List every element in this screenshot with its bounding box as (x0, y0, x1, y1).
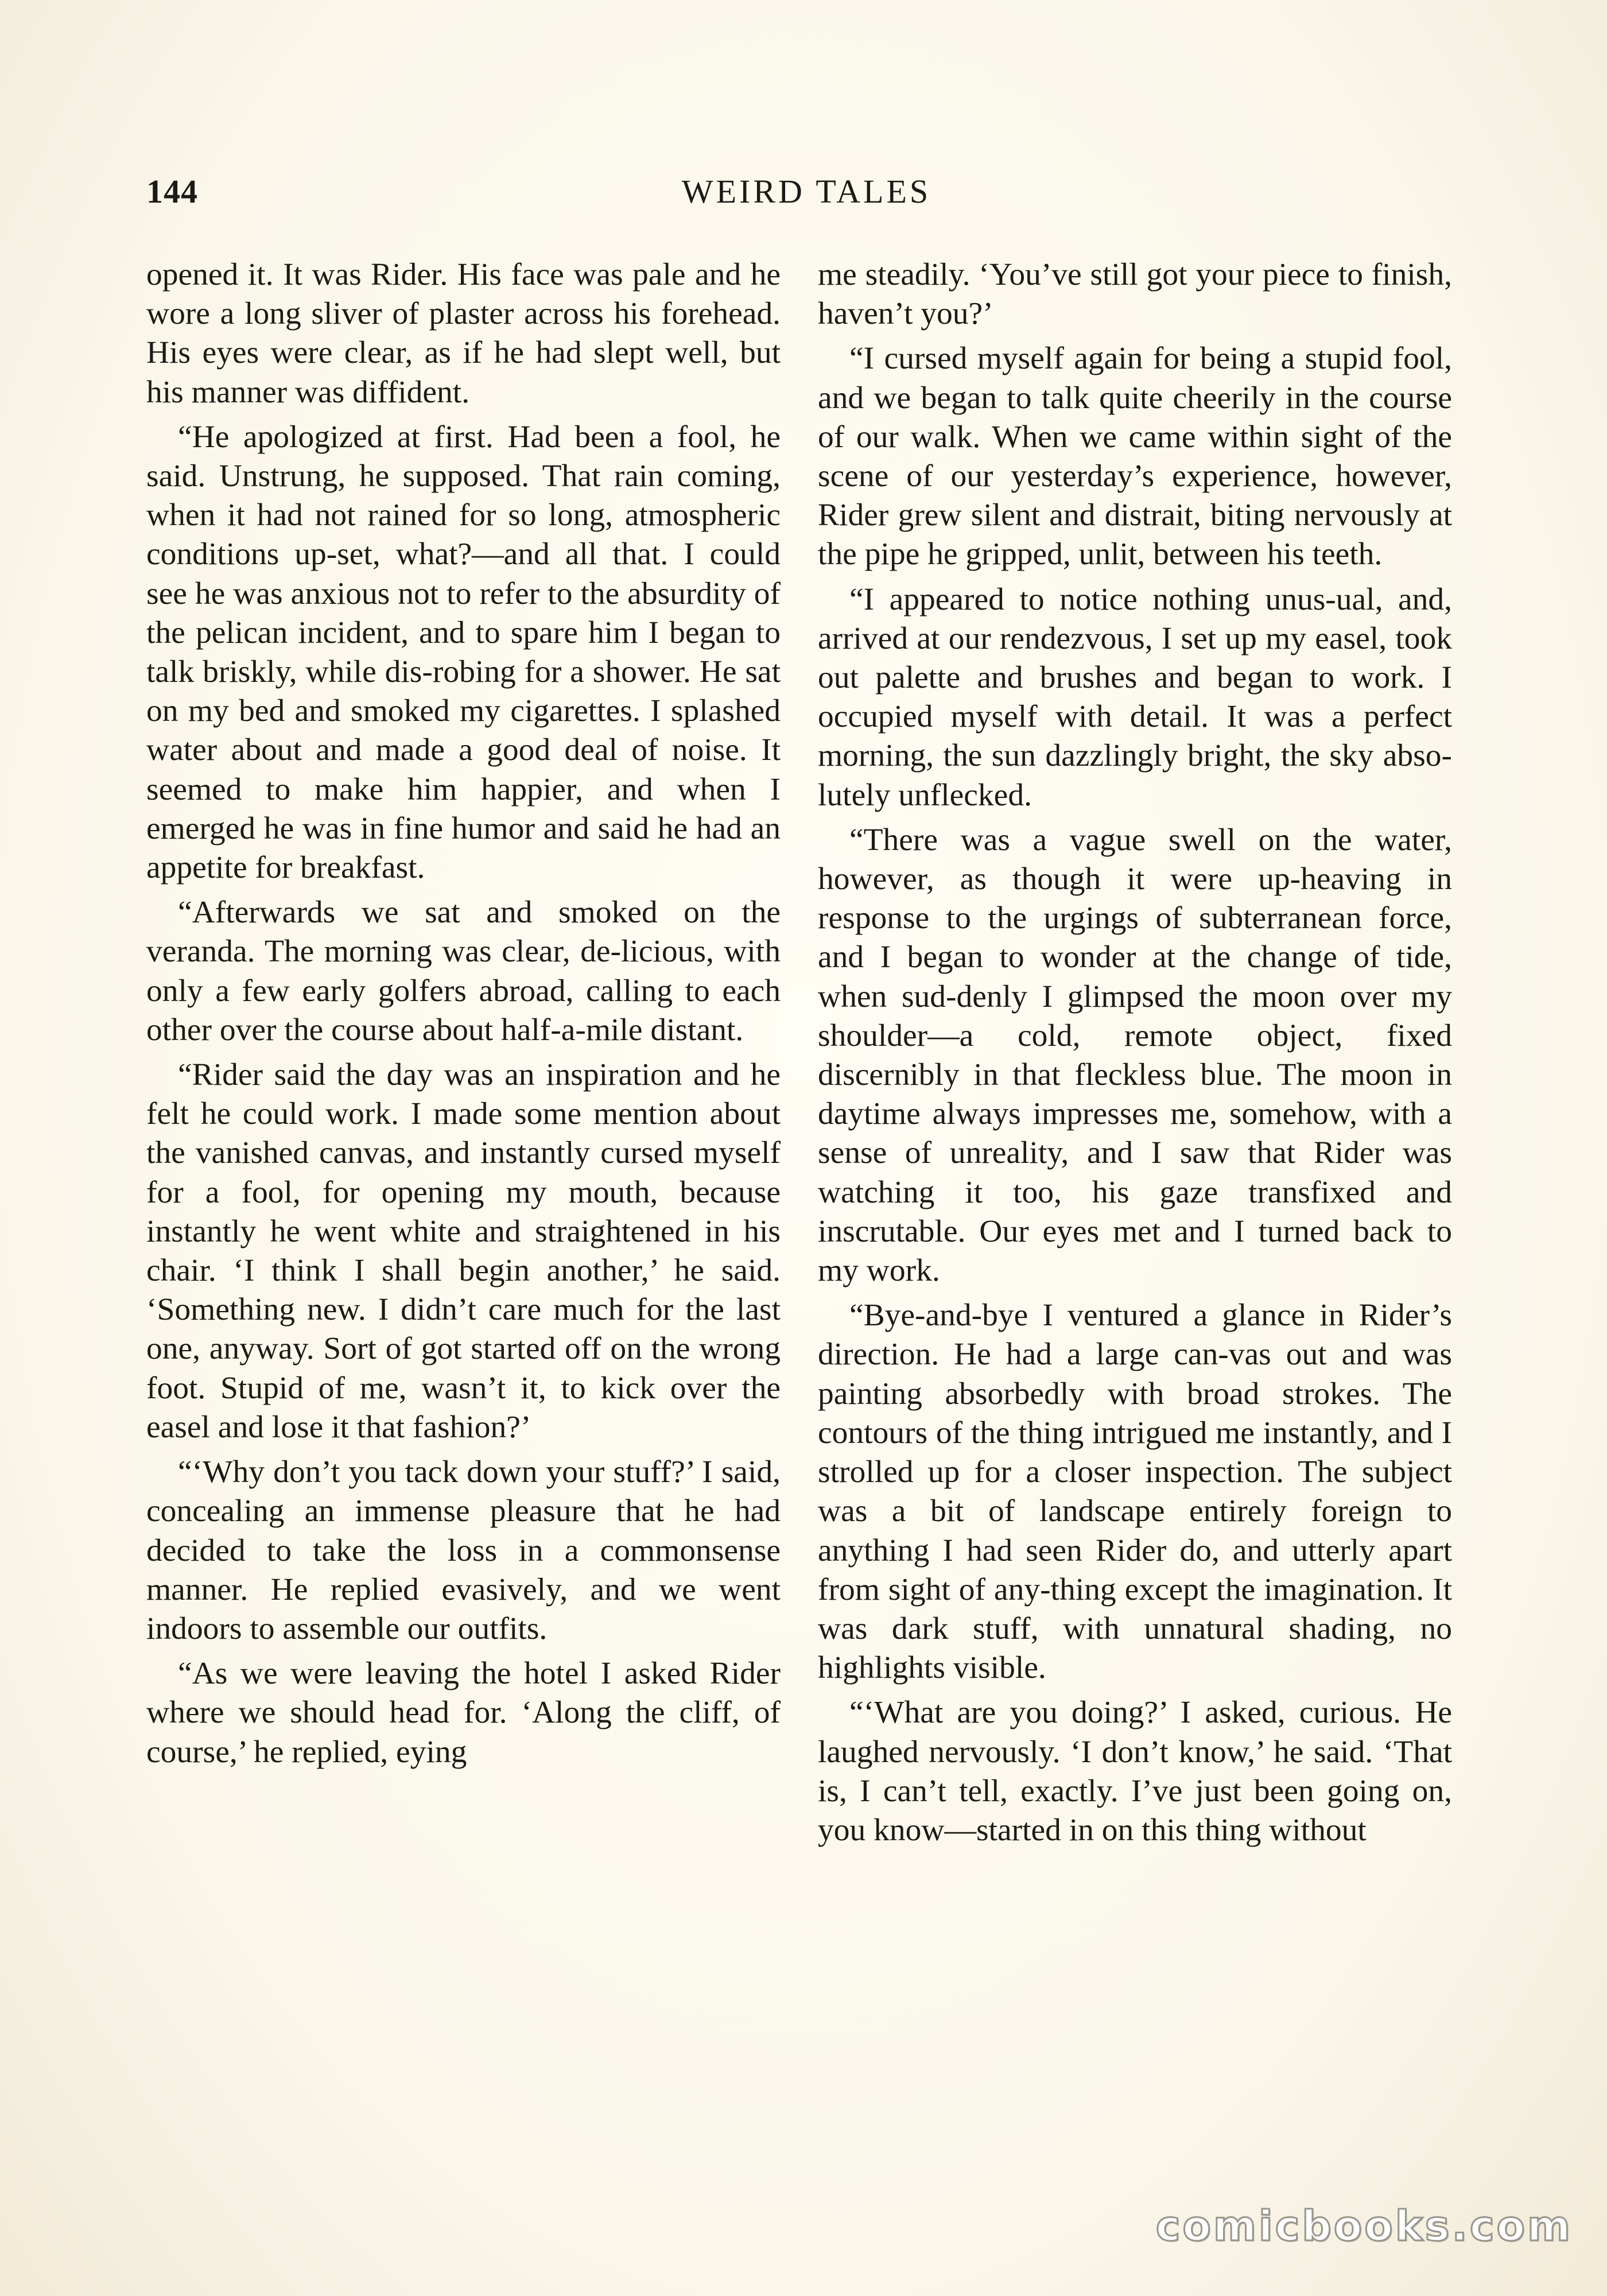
paragraph: “As we were leaving the hotel I asked Rider where we should head for. ‘Along the cliff, of course,’ he replied, eying (146, 1656, 781, 1770)
paragraph: “Rider said the day was an inspiration and he felt he could work. I made some mention about the vanished canvas, and instantly cursed myself for a fool, for opening my mouth, because instantly he went white and straightened in his chair. ‘I think I shall begin another,’ he said. ‘Something new. I didn’t care much for the last one, anyway. Sort of got started off on the wrong foot. Stupid of me, wasn’t it, to kick over the easel and lose it that fashion?’ (146, 1057, 781, 1445)
paragraph: “‘Why don’t you tack down your stuff?’ I said, concealing an immense pleasure that he had decided to take the loss in a commonsense manner. He replied evasively, and we went indoors to assemble our outfits. (146, 1455, 781, 1646)
paragraph: “He apologized at first. Had been a fool, he said. Unstrung, he supposed. That rain coming, when it had not rained for so long, atmospheric conditions up-set, what?—and all that. I could see he was anxious not to refer to the absurdity of the pelican incident, and to spare him I began to talk briskly, while dis-robing for a shower. He sat on my bed and smoked my cigarettes. I splashed water about and made a good deal of noise. It seemed to make him happier, and when I emerged he was in fine humor and said he had an appetite for breakfast. (146, 419, 781, 886)
paragraph: “Bye-and-bye I ventured a glance in Rider’s direction. He had a large can-vas out and was painting absorbedly with broad strokes. The contours of the thing intrigued me instantly, and I strolled up for a closer inspection. The subject was a bit of landscape entirely foreign to anything I had seen Rider do, and utterly apart from sight of any-thing except the imagination. It was dark stuff, with unnatural shading, no highlights visible. (818, 1298, 1452, 1686)
paragraph: “‘What are you doing?’ I asked, curious. He laughed nervously. ‘I don’t know,’ he said. ‘That is, I can’t tell, exactly. I’ve just been going on, you know—started in on this thing without (818, 1695, 1452, 1848)
page-number: 144 (146, 173, 198, 210)
paragraph: me steadily. ‘You’ve still got your piece to finish, haven’t you?’ (818, 257, 1452, 332)
paragraph: “I cursed myself again for being a stupid fool, and we began to talk quite cheerily in the course of our walk. When we came within sight of the scene of our yesterday’s experience, however, Rider grew silent and distrait, biting nervously at the pipe he gripped, unlit, between his teeth. (818, 341, 1452, 572)
right-column (818, 255, 1452, 1856)
paragraph: opened it. It was Rider. His face was pale and he wore a long sliver of plaster across his forehead. His eyes were clear, as if he had slept well, but his manner was diffident. (146, 257, 781, 410)
paragraph: “There was a vague swell on the water, however, as though it were up-heaving in response to the urgings of subterranean force, and I began to wonder at the change of tide, when sud-denly I glimpsed the moon over my shoulder—a cold, remote object, fixed discernibly in that fleckless blue. The moon in daytime always impresses me, somehow, with a sense of unreality, and I saw that Rider was watching it too, his gaze transfixed and inscrutable. Our eyes met and I turned back to my work. (818, 822, 1452, 1289)
page-header (146, 172, 1466, 212)
paragraph: “Afterwards we sat and smoked on the veranda. The morning was clear, de-licious, with only a few early golfers abroad, calling to each other over the course about half-a-mile distant. (146, 895, 781, 1048)
running-head: WEIRD TALES (681, 173, 931, 210)
site-watermark: comicbooks.com (1155, 2202, 1573, 2250)
left-column (146, 255, 781, 1778)
paragraph: “I appeared to notice nothing unus-ual, and, arrived at our rendezvous, I set up my easel, took out palette and brushes and began to work. I occupied myself with detail. It was a perfect morning, the sun dazzlingly bright, the sky abso-lutely unflecked. (818, 581, 1452, 813)
